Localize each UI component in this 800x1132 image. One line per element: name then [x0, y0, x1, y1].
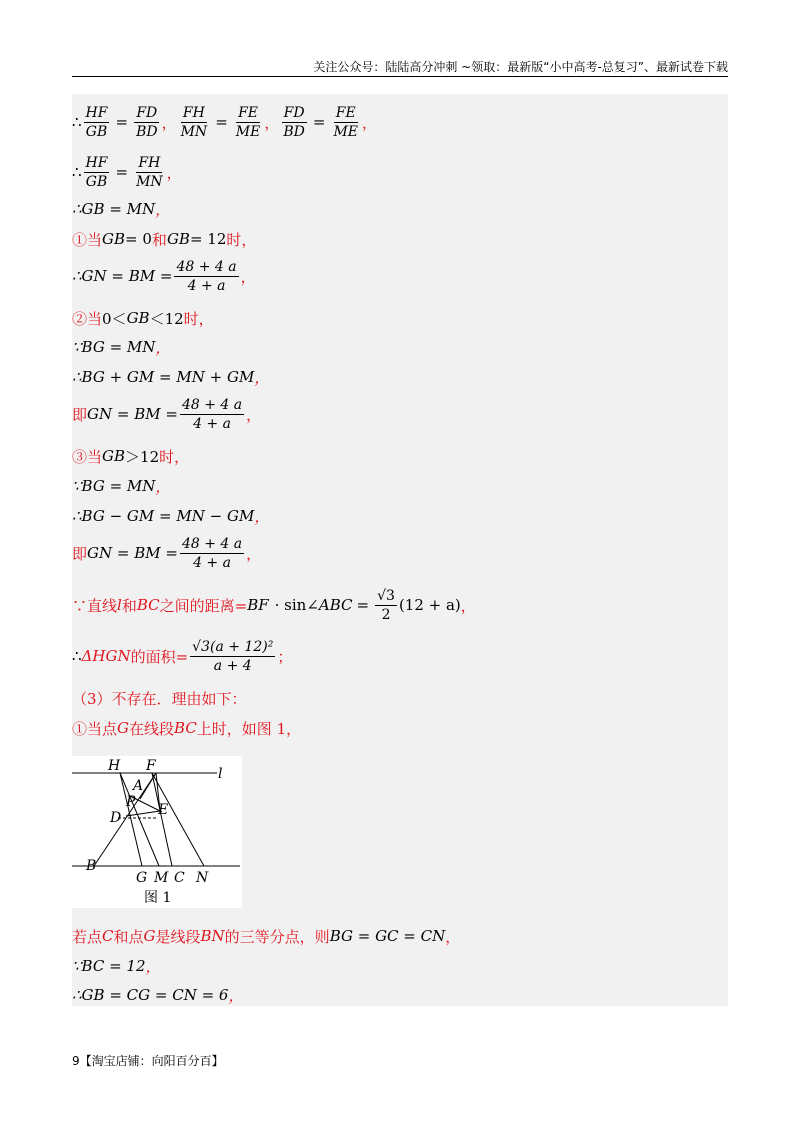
label-M: M — [154, 870, 169, 886]
distance-line: ∵直线 l 和 BC 之间的距离= BF · sin∠ ABC = $\frac{√3}{2}$ (12 + a) ， — [72, 587, 476, 623]
solution-content — [72, 94, 728, 1006]
gb-eq-mn: ∴GB = MN ， — [72, 200, 171, 219]
label-G: G — [136, 870, 148, 886]
ratio-line-1: ∴ $\frac{HF}{GB}$ = $\frac{FD}{BD}$ ， $\frac{FH}{MN}$ = $\frac{FE}{ME}$ ， $\frac{FD}{BD}$ = $\frac{FE}{ME}$ ， — [72, 104, 378, 140]
part-3-heading: （3）不存在．理由如下： — [72, 689, 247, 708]
case-3-result: 即 GN = BM = $\frac{48 + 4 a}{4 + a}$ ， — [72, 535, 262, 571]
page-footer: 9【淘宝店铺：向阳百分百】 — [72, 1054, 224, 1068]
case-2-result: 即 GN = BM = $\frac{48 + 4 a}{4 + a}$ ， — [72, 396, 262, 432]
label-D: D — [110, 810, 122, 826]
label-C: C — [174, 870, 185, 886]
figure-caption: 图 1 — [144, 890, 172, 906]
figure-1 — [72, 756, 242, 908]
label-B: B — [86, 858, 97, 874]
case-3-heading: ③当 GB ＞12 时， — [72, 447, 190, 466]
case-3-diff: ∴BG − GM = MN − GM ， — [72, 507, 270, 526]
label-l: l — [218, 766, 223, 782]
label-A: A — [133, 778, 144, 794]
label-N: N — [196, 870, 209, 886]
gb-eq-6: ∴GB = CG = CN = 6 ， — [72, 986, 244, 1005]
ratio-line-2: ∴ $\frac{HF}{GB}$ = $\frac{FH}{MN}$ ， — [72, 154, 182, 190]
case-1-result: ∴GN = BM = $\frac{48 + 4 a}{4 + a}$ ， — [72, 258, 256, 294]
page-header: 关注公众号：陆陆高分冲刺 ~领取：最新版“小中高考-总复习”、最新试卷下载 — [72, 58, 728, 77]
geometry-figure-svg — [72, 756, 242, 908]
case-1-heading: ①当 GB = 0 和 GB = 12 时， — [72, 230, 257, 249]
area-line: ∴ ΔHGN 的面积= $\frac{\text{√3(a + 12)²}}{a + 4}$ ； — [72, 638, 293, 674]
label-E: E — [158, 802, 169, 818]
label-F: F — [146, 758, 156, 774]
case-2-given: ∵BG = MN ， — [72, 338, 171, 357]
case-3-given: ∵BG = MN ， — [72, 477, 171, 496]
label-H: H — [108, 758, 121, 774]
trisection-line: 若点 C 和点 G 是线段 BN 的三等分点，则 BG = GC = CN ， — [72, 927, 461, 946]
part-3-case-1: ①当点 G 在线段 BC 上时，如图 1， — [72, 719, 302, 738]
bc-eq-12: ∵BC = 12 ， — [72, 957, 161, 976]
label-P: P — [126, 794, 136, 810]
case-2-heading: ②当 0＜ GB ＜12 时， — [72, 309, 214, 328]
case-2-sum: ∴BG + GM = MN + GM ， — [72, 368, 270, 387]
